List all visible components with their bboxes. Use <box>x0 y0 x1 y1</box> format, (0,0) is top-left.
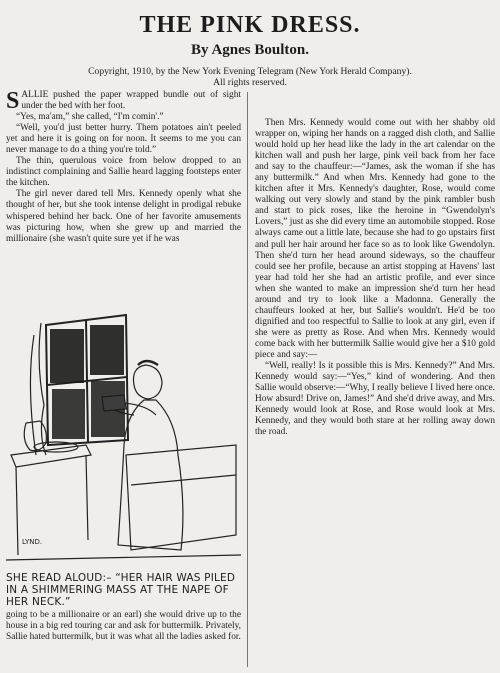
left-column-continuation <box>6 610 241 670</box>
illustration-caption: SHE READ ALOUD:– “HER HAIR WAS PILED IN A SHIMMERING MASS AT THE NAPE OF HER NECK.” <box>6 572 236 608</box>
paragraph: “Yes, ma'am,” she called, “I'm comin'.” <box>16 112 164 123</box>
right-column-text <box>255 118 495 593</box>
copyright-line-1: Copyright, 1910, by the New York Evening Telegram (New York Herald Company). <box>88 66 412 77</box>
paragraph: going to be a millionaire or an earl) she would drive up to the house in a big red touring car and ask for buttermilk. Privately, Sallie hated buttermilk, but it was what all the ladies asked for. <box>6 610 241 643</box>
headline: THE PINK DRESS. <box>139 12 361 38</box>
paragraph-text: ALLIE pushed the paper wrapped bundle out of sight under the bed with her foot. <box>21 90 241 112</box>
paragraph: The thin, querulous voice from below dropped to an indistinct complaining and Sallie heard lagging footsteps enter the kitchen. <box>6 156 241 189</box>
byline: By Agnes Boulton. <box>191 42 309 58</box>
paragraph: “Well, really! Is it possible this is Mrs. Kennedy?” And Mrs. Kennedy would say:—“Yes,” kind of wondering. And then Sallie would observe:—“Why, I really believe I lived here once. How absurd! Drive on, James!” And she'd drive away, and Mrs. Kennedy would look at Rose, and Rose would look at Mrs. Kennedy, and they would both stare at her rolling away down the road. <box>255 361 495 438</box>
copyright-notice <box>6 66 494 88</box>
illustration-girl-reading <box>6 305 241 570</box>
drop-cap: S <box>6 90 20 114</box>
left-column-text <box>6 90 241 305</box>
paragraph: Then Mrs. Kennedy would come out with her shabby old wrapper on, wiping her hands on a ragged dish cloth, and Sallie would hold up her head like the lady in the art calendar on the kitchen wall and push her large, pink veil back from her face and say to the chauffeur:—“James, ask the woman if she has any buttermilk.” And when Mrs. Kennedy had gone to the kitchen after it Mrs. Kennedy's daughter, Rose, would come walking out very slowly and stand by the pink rambler bush and start to pick roses, like the heroine in “Gwendolyn's Lovers,” just as she did every time an automobile stopped. Rose always came out a little late, because she had to go upstairs first and pull her hair around her face so as to look like Gwendolyn. Then she'd turn her head around sideways, so the chauffeur could see her profile, because an artist stopping at Havens' last year had told her she had an artistic profile, and ever since when she wanted to make an impression she'd turn her head around and try to look like a Madonna. Generally the chauffeurs looked at her, but Sallie's wouldn't. He'd be too dignified and too respectful to Sallie to look at any girl, even if she were as pretty as Rose. And when Mrs. Kennedy would come back with her buttermilk Sallie would give her a $10 gold piece and say:— <box>255 118 495 360</box>
copyright-line-2: All rights reserved. <box>213 77 287 88</box>
paragraph <box>6 90 241 112</box>
artist-signature: LYND. <box>22 538 43 546</box>
column-divider <box>247 92 248 667</box>
paragraph: The girl never dared tell Mrs. Kennedy openly what she thought of her, but she took intense delight in prodigal rebuke whispered behind her back. One of her favorite amusements was picturing how, when she grew up and married the millionaire (she wasn't quite sure yet if he was <box>6 189 241 244</box>
paragraph: “Well, you'd just better hurry. Them potatoes ain't peeled yet and here it is going on for noon. It seems to me you can never manage to do a thing you're told.” <box>6 123 241 156</box>
